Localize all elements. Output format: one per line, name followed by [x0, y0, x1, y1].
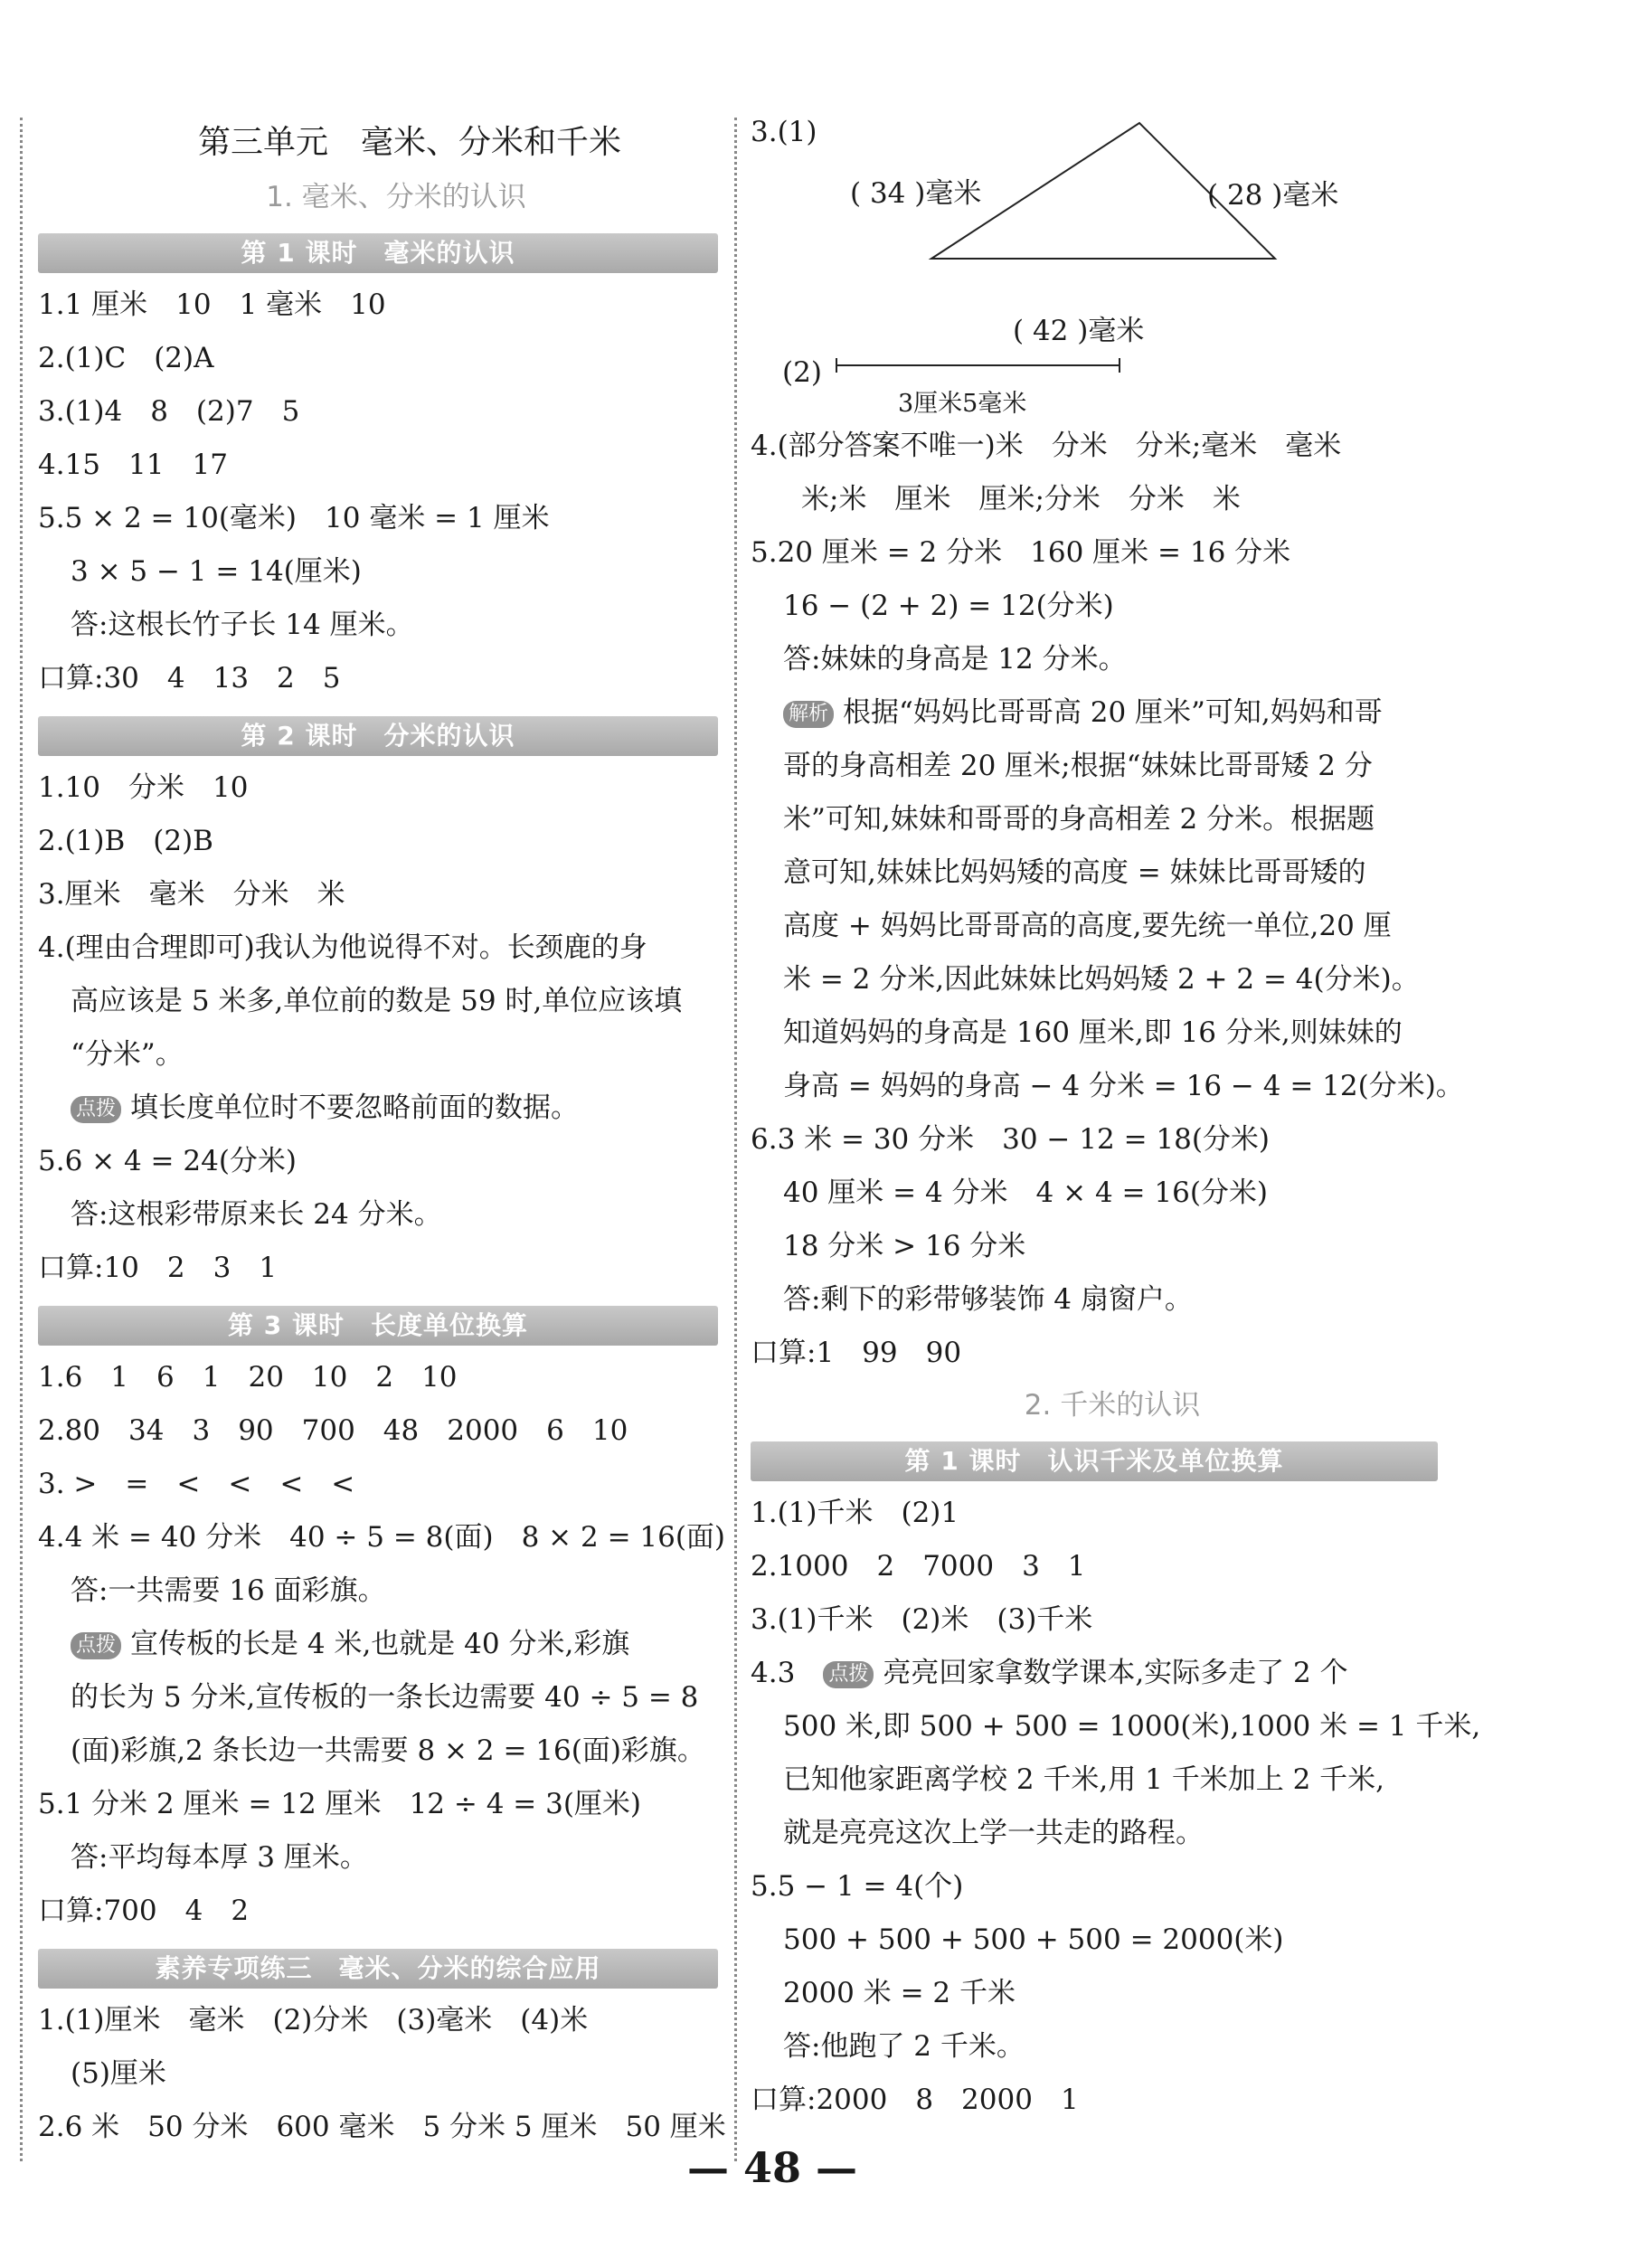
answer-line: 5.6 × 4 = 24(分米) [38, 1145, 298, 1177]
answer-line: 4.15 11 17 [38, 449, 228, 481]
answer-line: 3.厘米 毫米 分米 米 [38, 878, 345, 911]
tip-line [751, 1647, 1438, 1700]
answer-line: 2000 米 = 2 千米 [783, 1977, 1016, 2009]
answer-line: 1.(1)厘米 毫米 (2)分米 (3)毫米 (4)米 [38, 2004, 589, 2036]
triangle-left-side-label: ( 34 )毫米 [850, 177, 982, 210]
analysis-text: 根据“妈妈比哥哥高 20 厘米”可知,妈妈和哥 [843, 696, 1383, 729]
tip-line: (面)彩旗,2 条长边一共需要 8 × 2 = 16(面)彩旗。 [71, 1734, 705, 1767]
answer-line: 3.(1)千米 (2)米 (3)千米 [751, 1603, 1093, 1636]
answer-line: 2.1000 2 7000 3 1 [751, 1550, 1086, 1583]
answer-line: 6.3 米 = 30 分米 30 − 12 = 18(分米) [751, 1123, 1271, 1156]
answer-line: 5.20 厘米 = 2 分米 160 厘米 = 16 分米 [751, 536, 1291, 569]
analysis-line: 身高 = 妈妈的身高 − 4 分米 = 16 − 4 = 12(分米)。 [783, 1070, 1464, 1102]
answer-line: 2.(1)C (2)A [38, 342, 214, 374]
tip-line: 已知他家距离学校 2 千米,用 1 千米加上 2 千米, [783, 1763, 1384, 1796]
answer-line: 答:他跑了 2 千米。 [783, 2030, 1025, 2063]
answer-line: 2.(1)B (2)B [38, 825, 213, 857]
tip-line [38, 1082, 718, 1135]
tip-line [38, 1618, 718, 1671]
answer-line: 500 + 500 + 500 + 500 = 2000(米) [783, 1923, 1284, 1956]
mental-math-line: 口算:30 4 13 2 5 [38, 662, 341, 695]
question-sublabel: (2) [782, 356, 822, 389]
subsection-title-2: 2. 千米的认识 [1024, 1389, 1201, 1422]
q4-prefix: 4.3 [751, 1657, 796, 1689]
subsection-title: 1. 毫米、分米的认识 [266, 181, 526, 213]
answer-line: 1.(1)千米 (2)1 [751, 1497, 959, 1529]
left-column [38, 109, 726, 2154]
segment-figure [751, 356, 1438, 420]
unit-title: 第三单元 毫米、分米和千米 [197, 124, 621, 161]
analysis-line [751, 686, 1438, 740]
analysis-line: 知道妈妈的身高是 160 厘米,即 16 分米,则妹妹的 [783, 1016, 1403, 1049]
mental-math-line: 口算:2000 8 2000 1 [751, 2084, 1079, 2116]
triangle-figure [751, 107, 1438, 387]
analysis-line: 高度 + 妈妈比哥哥高的高度,要先统一单位,20 厘 [783, 910, 1392, 942]
segment-length-label: 3厘米5毫米 [898, 390, 1027, 418]
lesson-bar-1: 第 1 课时 毫米的认识 [38, 233, 718, 273]
tip-tag: 点拨 [71, 1632, 121, 1659]
answer-line: 1.6 1 6 1 20 10 2 10 [38, 1361, 458, 1394]
tip-line: 500 米,即 500 + 500 = 1000(米),1000 米 = 1 千米, [783, 1710, 1481, 1743]
tip-line: 的长为 5 分米,宣传板的一条长边需要 40 ÷ 5 = 8 [71, 1681, 699, 1714]
analysis-line: 米”可知,妹妹和哥哥的身高相差 2 分米。根据题 [783, 803, 1375, 836]
answer-line: 答:剩下的彩带够装饰 4 扇窗户。 [783, 1283, 1193, 1316]
lesson-bar-km: 第 1 课时 认识千米及单位换算 [751, 1441, 1438, 1481]
tip-text: 宣传板的长是 4 米,也就是 40 分米,彩旗 [130, 1628, 630, 1660]
answer-line: 18 分米 > 16 分米 [783, 1230, 1026, 1262]
mental-math-line: 口算:700 4 2 [38, 1895, 250, 1927]
lesson-bar-2: 第 2 课时 分米的认识 [38, 716, 718, 756]
page-number: — 48 — [687, 2143, 858, 2192]
answer-line: 4.(部分答案不唯一)米 分米 分米;毫米 毫米 [751, 430, 1342, 462]
answer-line: 2.80 34 3 90 700 48 2000 6 10 [38, 1414, 628, 1447]
answer-line: 4.(理由合理即可)我认为他说得不对。长颈鹿的身 [38, 931, 647, 964]
practice-bar: 素养专项练三 毫米、分米的综合应用 [38, 1949, 718, 1989]
lesson-bar-3: 第 3 课时 长度单位换算 [38, 1306, 718, 1346]
segment-line [751, 356, 1438, 392]
answer-line: 5.1 分米 2 厘米 = 12 厘米 12 ÷ 4 = 3(厘米) [38, 1788, 642, 1820]
answer-line: 1.1 厘米 10 1 毫米 10 [38, 288, 386, 321]
answer-line: 40 厘米 = 4 分米 4 × 4 = 16(分米) [783, 1177, 1269, 1209]
mental-math-line: 口算:1 99 90 [751, 1337, 962, 1369]
tip-line: 就是亮亮这次上学一共走的路程。 [783, 1817, 1204, 1849]
mental-math-line: 口算:10 2 3 1 [38, 1252, 278, 1284]
answer-line: 2.6 米 50 分米 600 毫米 5 分米 5 厘米 50 厘米 [38, 2111, 726, 2143]
answer-line: 高应该是 5 米多,单位前的数是 59 时,单位应该填 [71, 985, 683, 1017]
tip-tag: 点拨 [71, 1096, 121, 1123]
answer-line: 1.10 分米 10 [38, 771, 249, 804]
answer-line: 米;米 厘米 厘米;分米 分米 米 [801, 483, 1241, 515]
answer-line: 3.(1)4 8 (2)7 5 [38, 395, 300, 428]
answer-line: 答:一共需要 16 面彩旗。 [71, 1574, 386, 1607]
tip-tag: 点拨 [823, 1661, 874, 1688]
answer-line: 16 − (2 + 2) = 12(分米) [783, 590, 1114, 622]
answer-line: (5)厘米 [71, 2057, 166, 2090]
answer-line: “分米”。 [71, 1038, 184, 1071]
left-margin-dotted-line [20, 118, 23, 2161]
analysis-tag: 解析 [783, 701, 834, 728]
answer-line: 答:平均每本厚 3 厘米。 [71, 1841, 368, 1874]
answer-line: 5.5 × 2 = 10(毫米) 10 毫米 = 1 厘米 [38, 502, 550, 534]
question-label: 3.(1) [751, 116, 817, 148]
right-column [751, 107, 1481, 2127]
tip-text: 亮亮回家拿数学课本,实际多走了 2 个 [883, 1657, 1348, 1689]
triangle-right-side-label: ( 28 )毫米 [1207, 179, 1339, 212]
answer-line: 答:这根长竹子长 14 厘米。 [71, 609, 414, 641]
analysis-line: 哥的身高相差 20 厘米;根据“妹妹比哥哥矮 2 分 [783, 750, 1373, 782]
answer-line: 5.5 − 1 = 4(个) [751, 1870, 964, 1903]
answer-line: 答:这根彩带原来长 24 分米。 [71, 1198, 442, 1231]
analysis-line: 意可知,妹妹比妈妈矮的高度 = 妹妹比哥哥矮的 [783, 856, 1366, 889]
tip-text: 填长度单位时不要忽略前面的数据。 [130, 1091, 580, 1124]
answer-line: 4.4 米 = 40 分米 40 ÷ 5 = 8(面) 8 × 2 = 16(面) [38, 1521, 726, 1554]
analysis-line: 米 = 2 分米,因此妹妹比妈妈矮 2 + 2 = 4(分米)。 [783, 963, 1420, 996]
answer-line: 3. > = < < < < [38, 1468, 355, 1500]
triangle-bottom-side-label: ( 42 )毫米 [1013, 315, 1145, 347]
column-divider-dotted-line [734, 118, 737, 2161]
answer-line: 3 × 5 − 1 = 14(厘米) [71, 555, 362, 588]
answer-line: 答:妹妹的身高是 12 分米。 [783, 643, 1127, 676]
